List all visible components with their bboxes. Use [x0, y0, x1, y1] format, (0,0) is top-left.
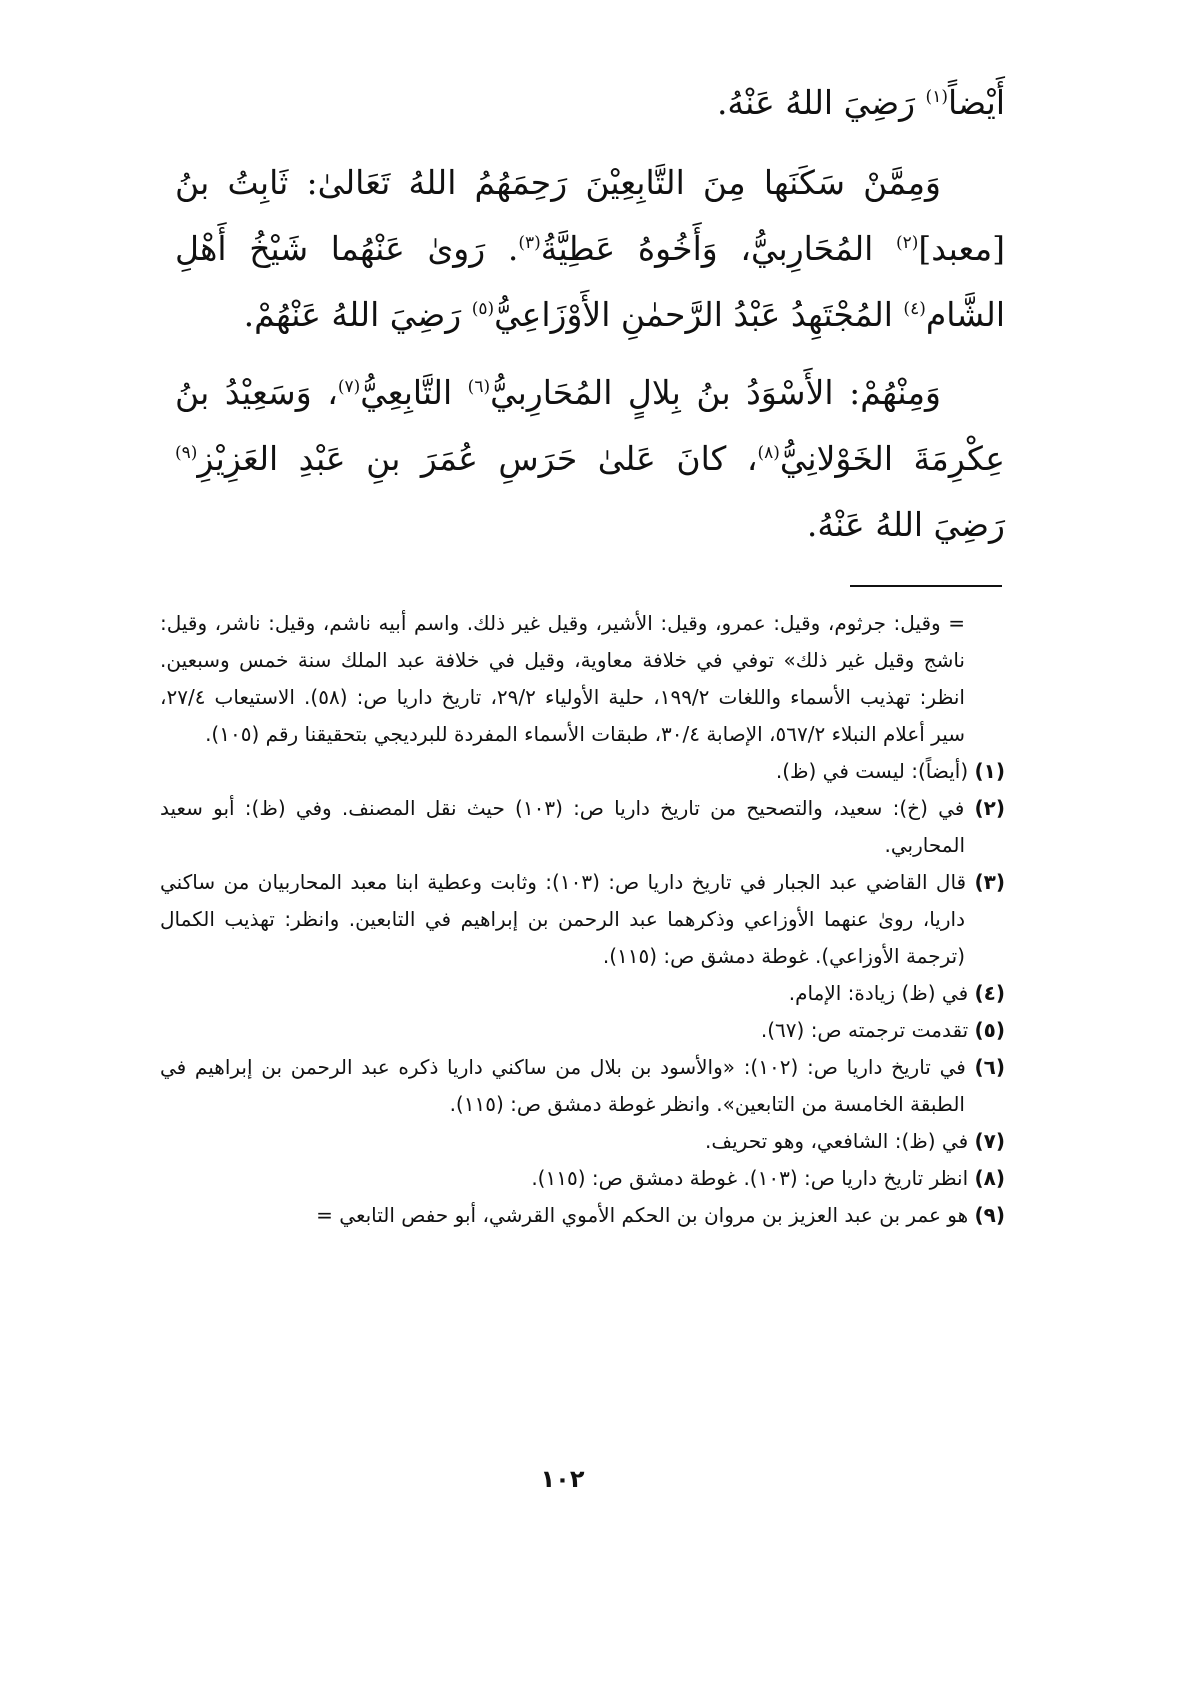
main-text-run: . رَوىٰ عَنْهُما شَيْخُ أَهْلِ الشَّام	[175, 229, 1005, 334]
main-text-run: ، وَسَعِيْدُ بنُ عِكْرِمَةَ الخَوْلانِيُّ	[175, 373, 1005, 478]
footnote-text: في (ظ) زيادة: الإمام.	[788, 981, 975, 1005]
footnote-text: قال القاضي عبد الجبار في تاريخ داريا ص: (١٠٣): وثابت وعطية ابنا معبد المحاربيان من ساكني داريا، روىٰ عنهما الأوزاعي وذكرهما عبد الرحمن بن إبراهيم في التابعين. وانظر: تهذيب الكمال (ترجمة الأوزاعي). غوطة دمشق ص: (١١٥).	[160, 870, 975, 968]
footnote-4	[160, 975, 1005, 1012]
footnote-text: في (ظ): الشافعي، وهو تحريف.	[705, 1129, 975, 1153]
footnote-continuation: = وقيل: جرثوم، وقيل: عمرو، وقيل: الأشير، وقيل غير ذلك. واسم أبيه ناشم، وقيل: ناشر، وقيل: ناشج وقيل غير ذلك» توفي في خلافة معاوية، وقيل في خلافة عبد الملك سنة خمس وسبعين. انظر: تهذيب الأسماء واللغات ١٩٩/٢، حلية الأولياء ٢٩/٢، تاريخ داريا ص: (٥٨). الاستيعاب ٢٧/٤، سير أعلام النبلاء ٥٦٧/٢، الإصابة ٣٠/٤، طبقات الأسماء المفردة للبرديجي بتحقيقنا رقم (١٠٥).	[160, 611, 965, 746]
main-text-run: وَمِنْهُمْ: الأَسْوَدُ بنُ بِلالٍ المُحَارِبيُّ	[490, 373, 941, 412]
footnotes	[160, 605, 1005, 1234]
main-text-run: رَضِيَ اللهُ عَنْهُ.	[806, 505, 1005, 544]
footnote-ref: (٤)	[903, 299, 926, 319]
main-text-run: وَمِمَّنْ سَكَنَها مِنَ التَّابِعِيْنَ رَحِمَهُمُ اللهُ تَعَالىٰ: ثَابِتُ بنُ [معبد]	[175, 163, 1006, 268]
footnote-number: (١)	[974, 759, 1005, 783]
page-number: ١٠٢	[540, 1465, 585, 1493]
footnote-number: (٢)	[974, 796, 1005, 820]
footnote-7	[160, 1123, 1005, 1160]
footnote-3	[160, 864, 1005, 975]
footnote-text: هو عمر بن عبد العزيز بن مروان بن الحكم الأموي القرشي، أبو حفص التابعي =	[316, 1203, 975, 1227]
main-paragraph-2	[175, 150, 1005, 348]
main-text	[175, 70, 1005, 570]
footnote-ref: (١)	[925, 87, 948, 107]
footnote-number: (٤)	[974, 981, 1005, 1005]
footnote-text: تقدمت ترجمته ص: (٦٧).	[760, 1018, 975, 1042]
footnote-ref: (٢)	[895, 233, 919, 253]
footnote-1	[160, 753, 1005, 790]
footnote-number: (٩)	[974, 1203, 1005, 1227]
footnote-text: (أيضاً): ليست في (ظ).	[775, 759, 975, 783]
footnote-ref: (٥)	[471, 299, 495, 319]
footnote-ref: (٩)	[175, 443, 198, 463]
footnote-number: (٦)	[974, 1055, 1005, 1079]
main-text-run: المُجْتَهِدُ عَبْدُ الرَّحمٰنِ الأَوْزَاعِيُّ	[494, 295, 904, 334]
footnote-ref: (٨)	[757, 443, 780, 463]
main-text-run: أَيْضاً	[947, 83, 1005, 122]
main-text-run: رَضِيَ اللهُ عَنْهُمْ.	[243, 295, 472, 334]
footnote-8	[160, 1160, 1005, 1197]
footnote-ref: (٧)	[337, 377, 361, 397]
footnote-ref: (٣)	[518, 233, 541, 253]
main-text-run: المُحَارِبيُّ، وَأَخُوهُ عَطِيَّةُ	[540, 229, 896, 268]
footnote-ref: (٦)	[467, 377, 491, 397]
footnote-number: (٣)	[974, 870, 1005, 894]
main-text-run: رَضِيَ اللهُ عَنْهُ.	[716, 83, 926, 122]
main-paragraph-1	[175, 70, 1005, 136]
footnote-6	[160, 1049, 1005, 1123]
footnote-text: في تاريخ داريا ص: (١٠٢): «والأسود بن بلال من ساكني داريا ذكره عبد الرحمن بن إبراهيم في الطبقة الخامسة من التابعين». وانظر غوطة دمشق ص: (١١٥).	[160, 1055, 975, 1116]
footnote-number: (٨)	[974, 1166, 1005, 1190]
footnote-5	[160, 1012, 1005, 1049]
footnote-number: (٧)	[974, 1129, 1005, 1153]
main-paragraph-3	[175, 360, 1005, 558]
main-text-run: التَّابِعِيُّ	[360, 373, 468, 412]
main-text-run: ، كانَ عَلىٰ حَرَسِ عُمَرَ بنِ عَبْدِ العَزِيْزِ	[197, 439, 758, 478]
footnote-text: في (خ): سعيد، والتصحيح من تاريخ داريا ص: (١٠٣) حيث نقل المصنف. وفي (ظ): أبو سعيد المحاربي.	[160, 796, 975, 857]
footnote-9	[160, 1197, 1005, 1234]
footnote-2	[160, 790, 1005, 864]
footnote-separator	[850, 585, 1002, 587]
footnote-text: انظر تاريخ داريا ص: (١٠٣). غوطة دمشق ص: (١١٥).	[531, 1166, 975, 1190]
footnote-number: (٥)	[974, 1018, 1005, 1042]
